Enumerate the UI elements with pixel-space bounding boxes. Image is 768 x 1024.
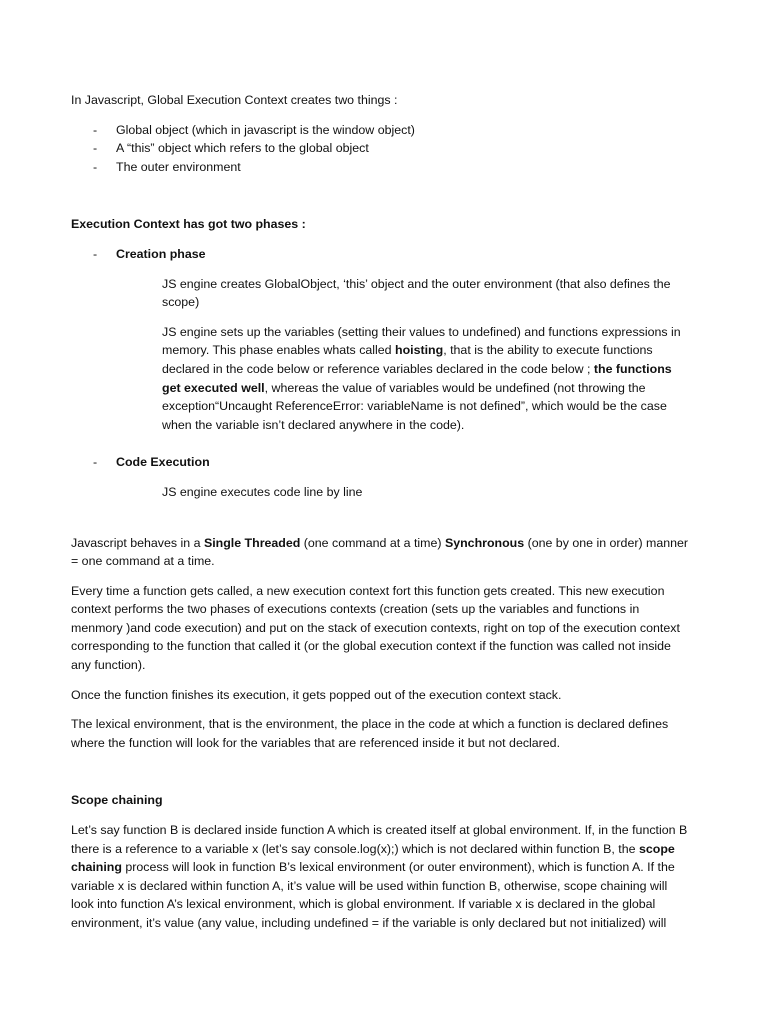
text-run: Javascript behaves in a bbox=[71, 535, 204, 550]
dash-bullet: - bbox=[93, 141, 98, 156]
text-run: , that is the ability to execute functions declared in the code below or reference variables declared in the code below ; bbox=[162, 343, 653, 376]
list-item bbox=[71, 158, 693, 177]
dash-bullet: - bbox=[93, 455, 98, 470]
dash-bullet: - bbox=[93, 159, 98, 174]
creation-paragraph-1: JS engine creates GlobalObject, ‘this’ object and the outer environment (that also defines the scope) bbox=[162, 276, 671, 310]
bold-term: Synchronous bbox=[444, 535, 525, 550]
bold-term: the functions get executed well bbox=[162, 361, 672, 395]
text-run: process will look in function B’s lexical environment (or outer environment), which is function A. If the variable x is declared within function A, it’s value will be used within function B, otherwise, scope chaining will look into function A’s lexical environment, which is global environment. If variable x is declared in the global environment, it’s value (any value, including undefined = if the variable is only declared but not initialized) will bbox=[71, 860, 675, 930]
bold-term: Single Threaded bbox=[203, 535, 301, 550]
list-item bbox=[71, 245, 693, 264]
text-run: Let’s say function B is declared inside function A which is created itself at global environment. If, in the function B there is a reference to a variable x (let’s say console.log(x);) which is not declared within function B, the bbox=[71, 823, 688, 856]
dash-bullet: - bbox=[93, 122, 98, 137]
dash-bullet: - bbox=[93, 246, 98, 261]
once-paragraph: Once the function finishes its execution, it gets popped out of the execution context stack. bbox=[71, 687, 562, 702]
intro-paragraph: In Javascript, Global Execution Context creates two things : bbox=[71, 93, 398, 107]
list-item bbox=[71, 121, 693, 140]
code-execution-title: Code Execution bbox=[116, 455, 210, 470]
phases-heading: Execution Context has got two phases : bbox=[71, 217, 306, 232]
creation-phase-title: Creation phase bbox=[116, 246, 206, 261]
list-item-text: A “this” object which refers to the global object bbox=[116, 141, 369, 156]
bold-term: hoisting bbox=[395, 343, 444, 358]
text-run: , whereas the value of variables would be undefined (not throwing the exception“Uncaught ReferenceError: variableName is not defined”, which would be the case when the variable isn’t declared anywhere in the code). bbox=[162, 380, 667, 432]
lexical-paragraph: The lexical environment, that is the environment, the place in the code at which a function is declared defines where the function will look for the variables that are referenced inside it but not declared. bbox=[71, 717, 669, 750]
list-item bbox=[71, 453, 693, 472]
list-item bbox=[71, 139, 693, 158]
text-run: JS engine sets up the variables (setting their values to undefined) and functions expressions in memory. This phase enables whats called bbox=[162, 324, 681, 358]
document-page bbox=[71, 91, 693, 933]
list-item-text: Global object (which in javascript is the window object) bbox=[116, 122, 415, 137]
bold-term: scope chaining bbox=[71, 841, 675, 875]
every-time-paragraph: Every time a function gets called, a new execution context fort this function gets created. This new execution context performs the two phases of executions contexts (creation (sets up the variables and functions in menmory )and code execution) and put on the stack of execution contexts, right on top of the execution context corresponding to the function that called it (or the global execution context if the function was called not inside any function). bbox=[71, 583, 680, 673]
scope-chaining-paragraph bbox=[71, 821, 693, 933]
list-item-text: The outer environment bbox=[116, 159, 241, 174]
intro-list bbox=[71, 121, 693, 177]
text-run: (one by one in order) manner = one command at a time. bbox=[71, 535, 689, 569]
scope-chaining-heading: Scope chaining bbox=[71, 793, 163, 808]
execution-paragraph: JS engine executes code line by line bbox=[162, 484, 363, 499]
text-run: (one command at a time) bbox=[300, 535, 445, 550]
single-threaded-paragraph bbox=[71, 534, 693, 571]
creation-paragraph-2 bbox=[162, 323, 693, 435]
